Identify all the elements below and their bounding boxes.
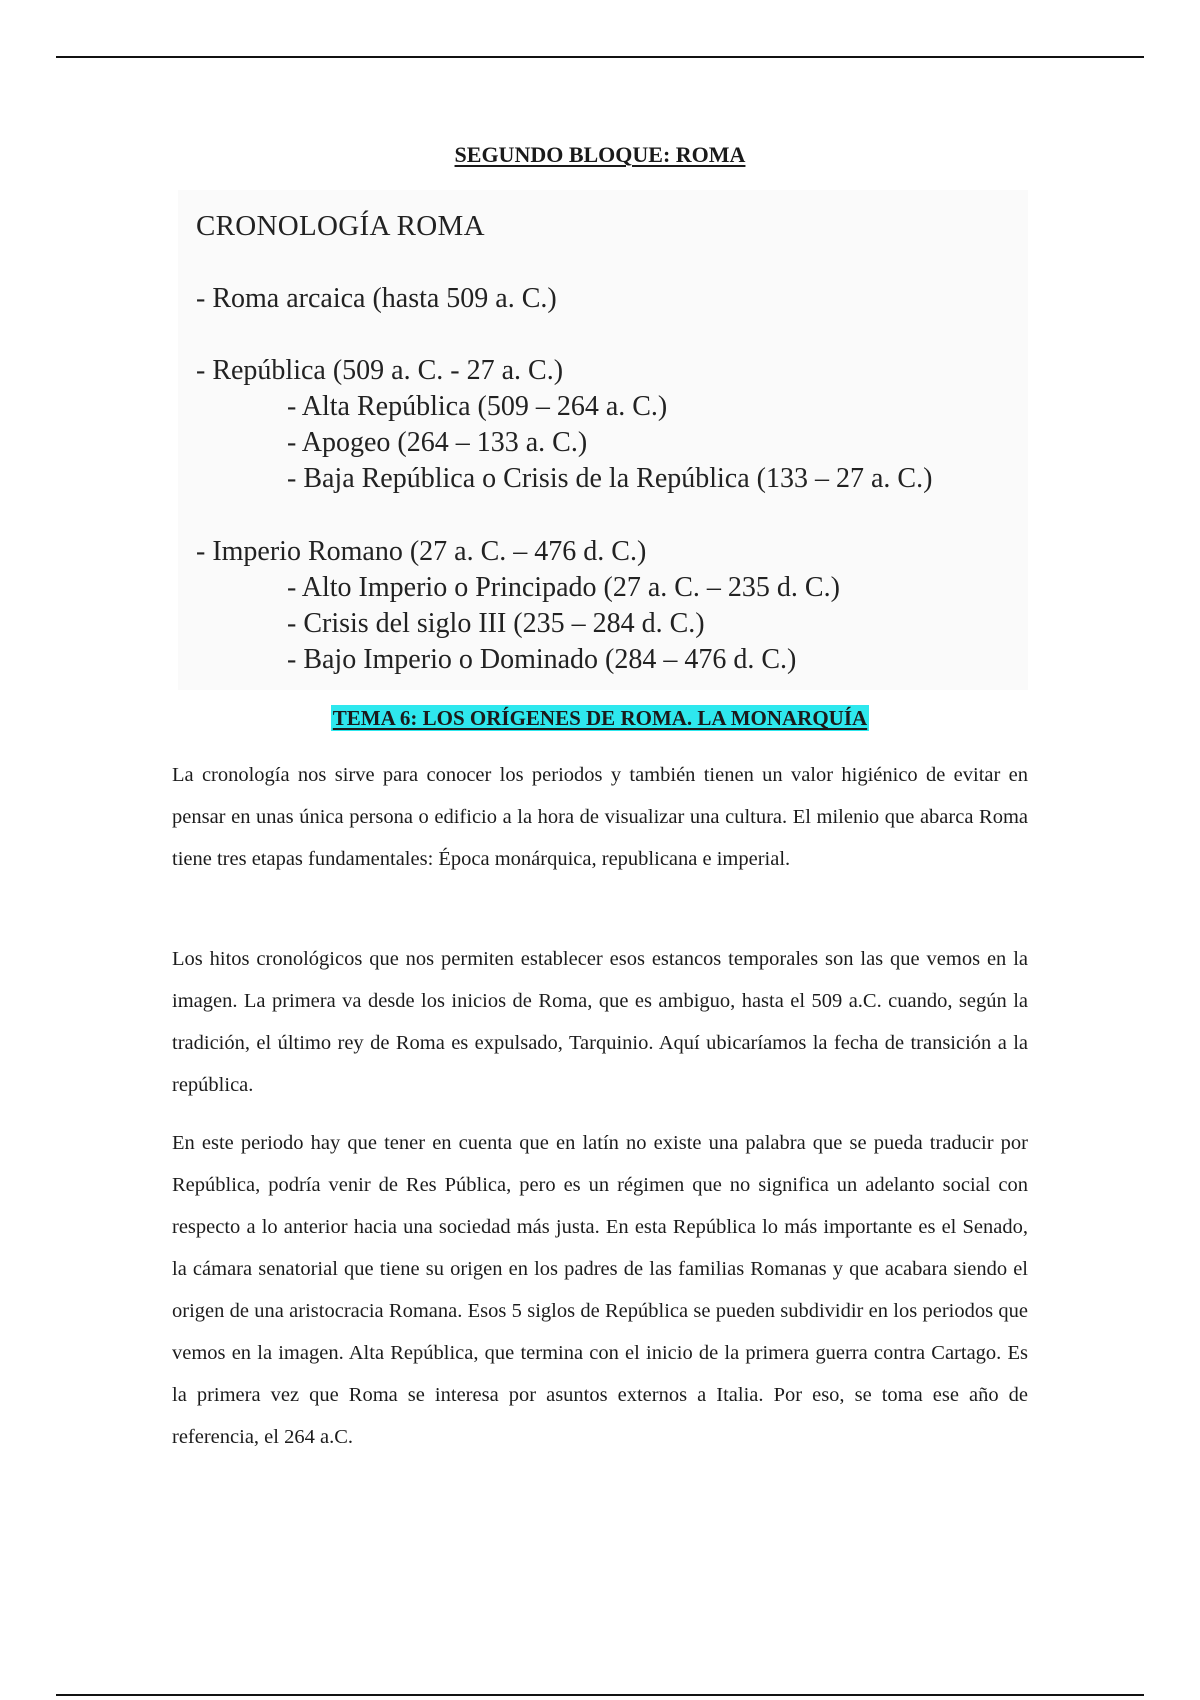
paragraph-1: La cronología nos sirve para conocer los periodos y también tienen un valor higiénico de evitar en pensar en unas única persona o edificio a la hora de visualizar una cultura. El milenio que abarca Roma tiene tres etapas fundamentales: Época monárquica, republicana e imperial. bbox=[172, 764, 1028, 870]
subperiod-crisis-siglo-iii: - Crisis del siglo III (235 – 284 d. C.) bbox=[287, 608, 705, 639]
top-rule bbox=[56, 56, 1144, 58]
subperiod-alto-imperio: - Alto Imperio o Principado (27 a. C. – 235 d. C.) bbox=[287, 572, 840, 603]
period-roma-arcaica: - Roma arcaica (hasta 509 a. C.) bbox=[196, 283, 557, 314]
chronology-title: CRONOLOGÍA ROMA bbox=[196, 210, 485, 242]
section-heading-text: TEMA 6: LOS ORÍGENES DE ROMA. LA MONARQUÍA bbox=[332, 706, 868, 730]
section-heading bbox=[0, 703, 1200, 733]
subperiod-apogeo: - Apogeo (264 – 133 a. C.) bbox=[287, 427, 588, 458]
subperiod-alta-republica: - Alta República (509 – 264 a. C.) bbox=[287, 391, 668, 422]
period-republica: - República (509 a. C. - 27 a. C.) bbox=[196, 355, 564, 386]
bottom-rule bbox=[56, 1694, 1144, 1696]
paragraph-3: En este periodo hay que tener en cuenta que en latín no existe una palabra que se pueda traducir por República, podría venir de Res Pública, pero es un régimen que no significa un adelanto social con respecto a lo anterior hacia una sociedad más justa. En esta República lo más importante es el Senado, la cámara senatorial que tiene su origen en los padres de las familias Romanas y que acabara siendo el origen de una aristocracia Romana. Esos 5 siglos de República se pueden subdividir en los periodos que vemos en la imagen. Alta República, que termina con el inicio de la primera guerra contra Cartago. Es la primera vez que Roma se interesa por asuntos externos a Italia. Por eso, se toma ese año de referencia, el 264 a.C. bbox=[172, 1132, 1028, 1448]
period-imperio-romano: - Imperio Romano (27 a. C. – 476 d. C.) bbox=[196, 536, 647, 567]
block-title bbox=[0, 140, 1200, 170]
paragraph-2: Los hitos cronológicos que nos permiten establecer esos estancos temporales son las que vemos en la imagen. La primera va desde los inicios de Roma, que es ambiguo, hasta el 509 a.C. cuando, según la tradición, el último rey de Roma es expulsado, Tarquinio. Aquí ubicaríamos la fecha de transición a la república. bbox=[172, 948, 1028, 1096]
subperiod-baja-republica: - Baja República o Crisis de la República (133 – 27 a. C.) bbox=[287, 463, 933, 494]
block-title-text: SEGUNDO BLOQUE: ROMA bbox=[454, 142, 746, 167]
subperiod-bajo-imperio: - Bajo Imperio o Dominado (284 – 476 d. C.) bbox=[287, 644, 797, 675]
